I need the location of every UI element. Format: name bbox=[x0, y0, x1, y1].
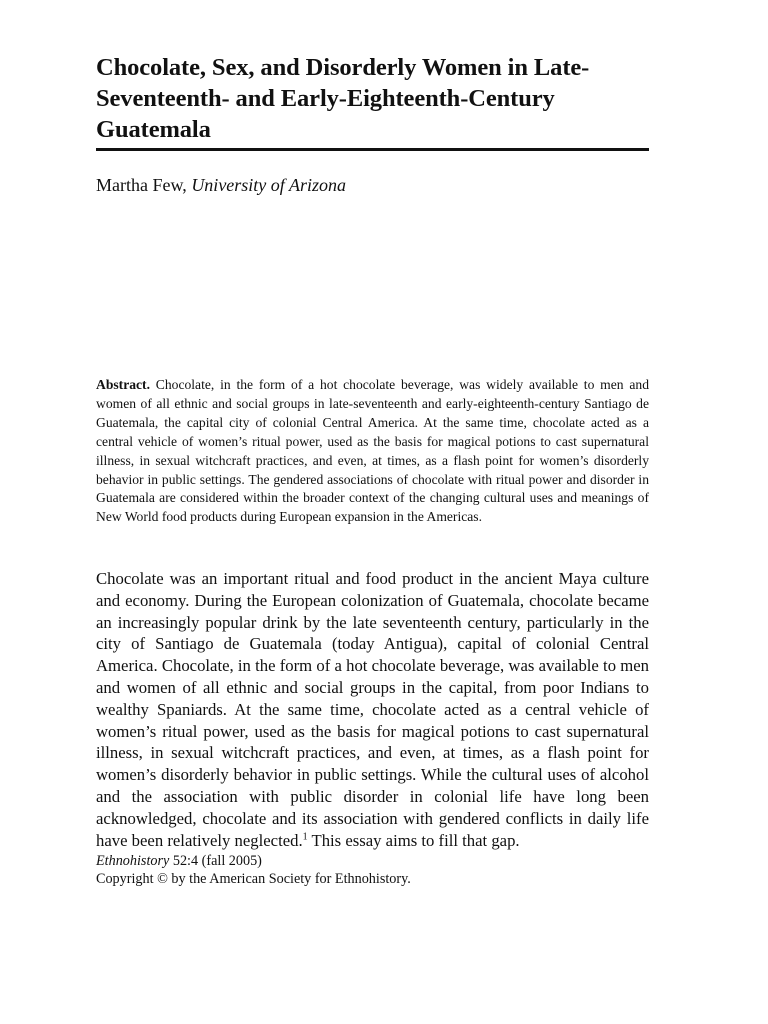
author-line bbox=[96, 174, 649, 196]
author-affiliation: University of Arizona bbox=[191, 175, 346, 195]
abstract-text: Chocolate, in the form of a hot chocolate beverage, was widely available to men and women of all ethnic and social groups in late-seventeenth and early-eighteenth-century Santiago de Guatemala, the capital city of colonial Central America. At the same time, chocolate acted as a central vehicle of women’s ritual power, used as the basis for magical potions to cast supernatural illness, in sexual witchcraft practices, and even, at times, as a flash point for women’s disorderly behavior in public settings. The gendered associations of chocolate with ritual power and disorder in Guatemala are considered within the broader context of the changing cultural uses and meanings of New World food products during European expansion in the Americas. bbox=[96, 377, 649, 525]
abstract bbox=[96, 376, 649, 527]
footnote-marker[interactable]: 1 bbox=[302, 831, 308, 842]
article-page bbox=[96, 0, 649, 1024]
title-rule bbox=[96, 148, 649, 151]
copyright-notice: Copyright © by the American Society for Ethnohistory. bbox=[96, 870, 411, 887]
journal-citation bbox=[96, 853, 649, 871]
body-paragraph-closing: This essay aims to fill that gap. bbox=[307, 830, 520, 850]
journal-issue: 52:4 (fall 2005) bbox=[169, 853, 262, 869]
body-paragraph bbox=[96, 568, 649, 851]
journal-name: Ethnohistory bbox=[96, 853, 170, 869]
abstract-label: Abstract. bbox=[96, 377, 150, 392]
body-paragraph-text: Chocolate was an important ritual and food product in the ancient Maya culture and economy. During the European colonization of Guatemala, chocolate became an increasingly popular drink by the late seventeenth century, particularly in the city of Santiago de Guatemala (today Antigua), capital of colonial Central America. Chocolate, in the form of a hot chocolate beverage, was available to men and women of all ethnic and social groups in the capital, from poor Indians to wealthy Spaniards. At the same time, chocolate acted as a central vehicle of women’s ritual power, used as the basis for magical potions to cast supernatural illness, in sexual witchcraft practices, and even, at times, as a flash point for women’s disorderly behavior in public settings. While the cultural uses of alcohol and the association with public disorder in colonial life have long been acknowledged, chocolate and its association with gendered conflicts in daily life have been relatively neglected. bbox=[96, 569, 649, 850]
author-name: Martha Few, bbox=[96, 175, 187, 195]
publication-footer bbox=[96, 853, 649, 888]
article-title: Chocolate, Sex, and Disorderly Women in Late-Seventeenth- and Early-Eighteenth-Century Guatemala bbox=[96, 54, 590, 143]
